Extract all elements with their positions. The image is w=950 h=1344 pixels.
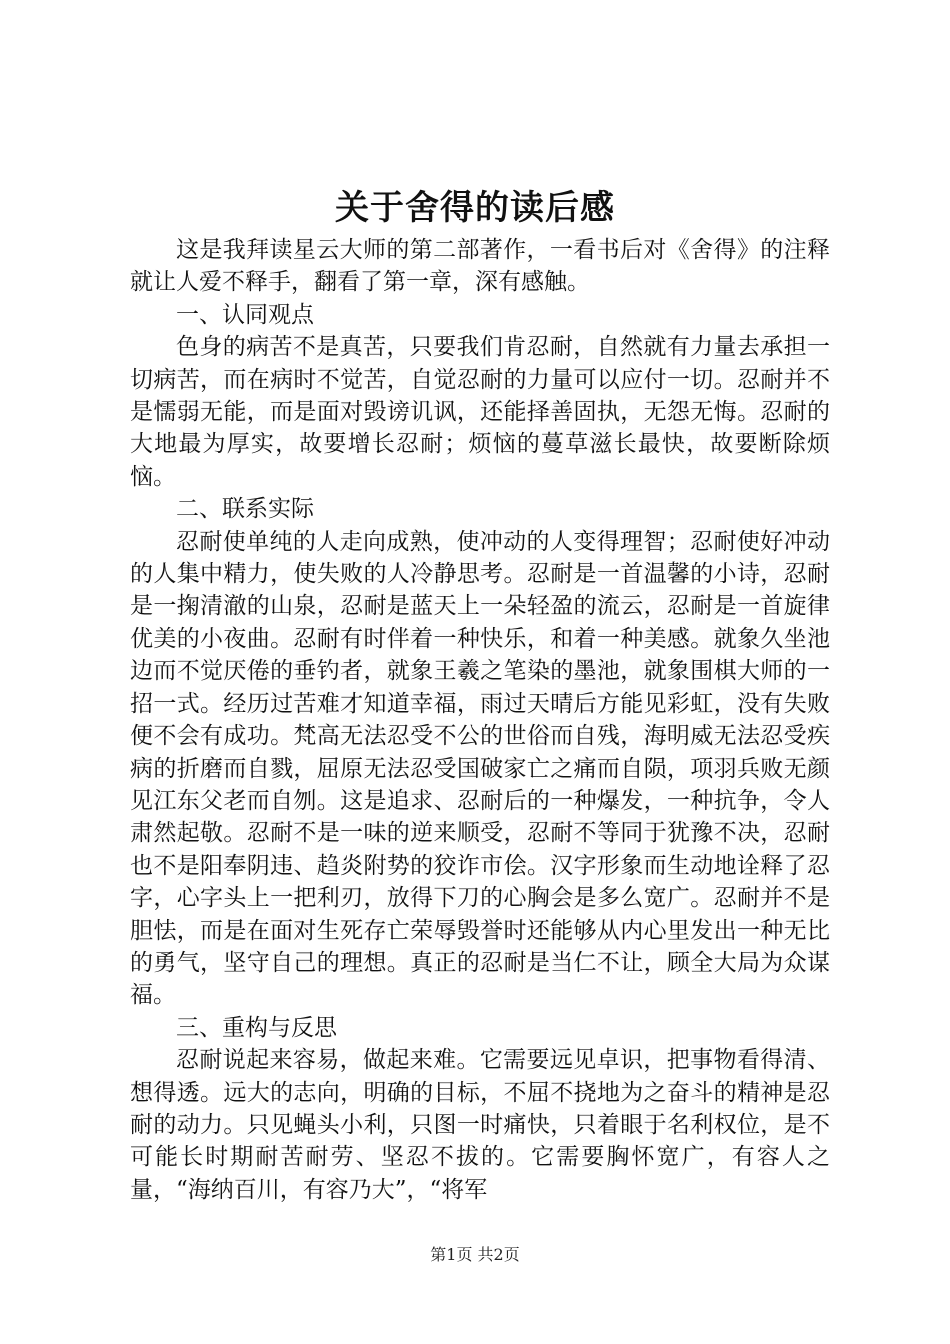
section-heading-1: 一、认同观点 bbox=[176, 301, 314, 328]
paragraph-intro: 这是我拜读星云大师的第二部著作，一看书后对《舍得》的注释就让人爱不释手，翻看了第一章，深有感触。 bbox=[130, 237, 830, 296]
document-title: 关于舍得的读后感 bbox=[335, 188, 615, 228]
paragraph-section-2: 忍耐使单纯的人走向成熟，使冲动的人变得理智；忍耐使好冲动的人集中精力，使失败的人冷静思考。忍耐是一首温馨的小诗，忍耐是一掬清澈的山泉，忍耐是蓝天上一朵轻盈的流云，忍耐是一首旋律优美的小夜曲。忍耐有时伴着一种快乐，和着一种美感。就象久坐池边而不觉厌倦的垂钓者，就象王羲之笔染的墨池，就象围棋大师的一招一式。经历过苦难才知道幸福，雨过天晴后方能见彩虹，没有失败便不会有成功。梵高无法忍受不公的世俗而自残，海明威无法忍受疾病的折磨而自戮，屈原无法忍受国破家亡之痛而自陨，项羽兵败无颜见江东父老而自刎。这是追求、忍耐后的一种爆发，一种抗争，令人肃然起敬。忍耐不是一味的逆来顺受，忍耐不等同于犹豫不决，忍耐也不是阳奉阴违、趋炎附势的狡诈市侩。汉字形象而生动地诠释了忍字，心字头上一把利刃，放得下刀的心胸会是多么宽广。忍耐并不是胆怯，而是在面对生死存亡荣辱毁誉时还能够从内心里发出一种无比的勇气，坚守自己的理想。真正的忍耐是当仁不让，顾全大局为众谋福。 bbox=[130, 528, 830, 1009]
section-heading-2: 二、联系实际 bbox=[176, 496, 314, 523]
paragraph-section-1: 色身的病苦不是真苦，只要我们肯忍耐，自然就有力量去承担一切病苦，而在病时不觉苦，自觉忍耐的力量可以应付一切。忍耐并不是懦弱无能，而是面对毁谤讥讽，还能择善固执，无怨无悔。忍耐的大地最为厚实，故要增长忍耐；烦恼的蔓草滋长最快，故要断除烦恼。 bbox=[130, 334, 830, 490]
document-body bbox=[130, 234, 830, 1206]
section-heading-3: 三、重构与反思 bbox=[176, 1014, 337, 1041]
page-number-footer: 第1页 共2页 bbox=[430, 1245, 520, 1264]
paragraph-section-3: 忍耐说起来容易，做起来难。它需要远见卓识，把事物看得清、想得透。远大的志向，明确的目标，不屈不挠地为之奋斗的精神是忍耐的动力。只见蝇头小利，只图一时痛快，只着眼于名利权位，是不可能长时期耐苦耐劳、坚忍不拔的。它需要胸怀宽广，有容人之量，“海纳百川，有容乃大”，“将军 bbox=[130, 1047, 830, 1203]
